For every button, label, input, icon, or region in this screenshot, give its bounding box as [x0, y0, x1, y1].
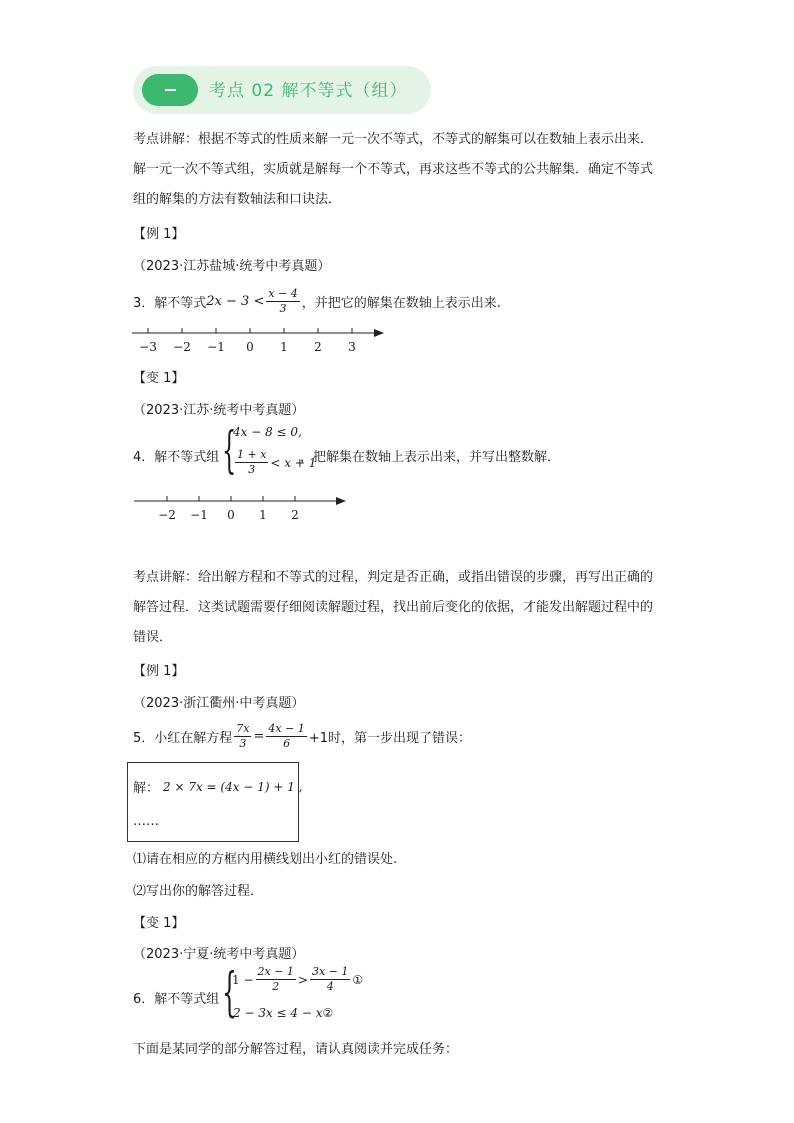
q6-frac1-bot: 2 [272, 980, 280, 993]
q6-row1 [232, 965, 363, 994]
q5-fraction-2 [266, 722, 306, 751]
q3-fraction [266, 287, 299, 316]
question-3 [133, 284, 501, 318]
axis2-tick-label: −1 [190, 508, 208, 522]
q6-prefix: 6．解不等式组 [133, 992, 220, 1007]
variant-source: （2023·江苏·统考中考真题） [133, 403, 305, 418]
variant-tag-2: 【变 1】 [133, 916, 185, 931]
answer-box [127, 762, 299, 842]
q5-frac1-top: 7x [236, 721, 250, 735]
example-tag-2: 【例 1】 [133, 664, 185, 679]
q6-brace: { [222, 963, 237, 1023]
q6-frac2-bot: 4 [326, 980, 334, 993]
axis2-tick-label: 1 [259, 508, 267, 522]
q5-sub2: ⑵写出你的解答过程． [133, 884, 264, 899]
axis2-tick-label: 0 [227, 508, 235, 522]
section-badge-icon [142, 74, 198, 106]
axis1-tick-label: −2 [173, 340, 191, 354]
box-line1-label: 解： [133, 781, 160, 796]
q5-sub1: ⑴请在相应的方框内用横线划出小红的错误处. [133, 852, 398, 867]
section2-intro: 考点讲解：给出解方程和不等式的过程，判定是否正确，或指出错误的步骤，再写出正确的解答过程．这类试题需要仔细阅读解题过程，找出前后变化的依据，才能发出解题过程中的错误． [133, 570, 654, 645]
q4-frac-bot: 3 [248, 463, 256, 476]
q5-fraction-1 [234, 722, 251, 751]
box-line-1 [133, 777, 302, 796]
q3-prefix: 3．解不等式 [133, 295, 207, 311]
example-source-2: （2023·浙江衢州·中考真题） [133, 696, 305, 711]
q4-frac-top: 1 + x [237, 448, 267, 461]
variant-source-2: （2023·宁夏·统考中考真题） [133, 947, 305, 962]
q5-frac1-bot: 3 [239, 736, 247, 750]
q6-fraction-1 [256, 965, 296, 994]
axis1-tick-label: 2 [314, 340, 322, 354]
q3-frac-top: x − 4 [268, 286, 298, 300]
number-line-1 [130, 325, 390, 357]
box-line-2: …… [133, 814, 159, 829]
q4-prefix: 4．解不等式组 [133, 450, 220, 465]
q5-suffix: +1时，第一步出现了错误： [308, 730, 471, 746]
q5-frac2-top: 4x − 1 [268, 721, 305, 735]
example-tag: 【例 1】 [133, 227, 185, 242]
q6-row2 [233, 1006, 333, 1020]
q4-ineq1: 4x − 8 ≤ 0, [233, 425, 302, 439]
variant-tag: 【变 1】 [133, 371, 185, 386]
q4-suffix: ，把解集在数轴上表示出来，并写出整数解． [300, 450, 561, 465]
q6-frac2-top: 3x − 1 [312, 965, 349, 978]
q6-row1-gt: > [297, 972, 308, 987]
q6-frac1-top: 2x − 1 [257, 965, 294, 978]
q6-row2-text: 2 − 3x ≤ 4 − x [233, 1006, 323, 1020]
q6-mark1: ① [352, 972, 364, 987]
q6-mark2: ② [322, 1006, 334, 1020]
example-source: （2023·江苏盐城·统考中考真题） [133, 259, 331, 274]
axis1-tick-label: 1 [280, 340, 288, 354]
q4-brace: { [222, 421, 237, 479]
q5-frac2-bot: 6 [283, 736, 291, 750]
q3-suffix: ，并把它的解集在数轴上表示出来. [301, 295, 501, 311]
q4-fraction [235, 448, 268, 477]
axis1-tick-label: 0 [246, 340, 254, 354]
axis2-tick-label: −2 [158, 508, 176, 522]
section1-intro: 考点讲解：根据不等式的性质来解一元一次不等式，不等式的解集可以在数轴上表示出来．解一元一次不等式组，实质就是解每一个不等式，再求这些不等式的公共解集．确定不等式组的解集的方法有数轴法和口诀法． [133, 132, 654, 207]
axis1-tick-label: 3 [348, 340, 356, 354]
q6-fraction-2 [310, 965, 350, 994]
q3-lhs: 2x − 3 < [206, 293, 265, 309]
section-title: 考点 02 解不等式（组） [209, 81, 408, 101]
q5-prefix: 5．小红在解方程 [133, 730, 233, 746]
axis1-tick-label: −3 [139, 340, 157, 354]
question-5 [133, 718, 471, 754]
axis1-tick-label: −1 [207, 340, 225, 354]
number-line-2 [132, 493, 352, 525]
q6-row1-a: 1 − [232, 972, 254, 987]
q5-eq: = [253, 728, 265, 744]
box-line1-math: 2 × 7x = (4x − 1) + 1 , [163, 779, 303, 794]
q3-frac-bot: 3 [279, 301, 287, 315]
q4-ineq2-tail: < x + 1 [270, 455, 317, 470]
axis2-tick-label: 2 [291, 508, 299, 522]
closing-line: 下面是某同学的部分解答过程，请认真阅读并完成任务： [133, 1042, 459, 1057]
